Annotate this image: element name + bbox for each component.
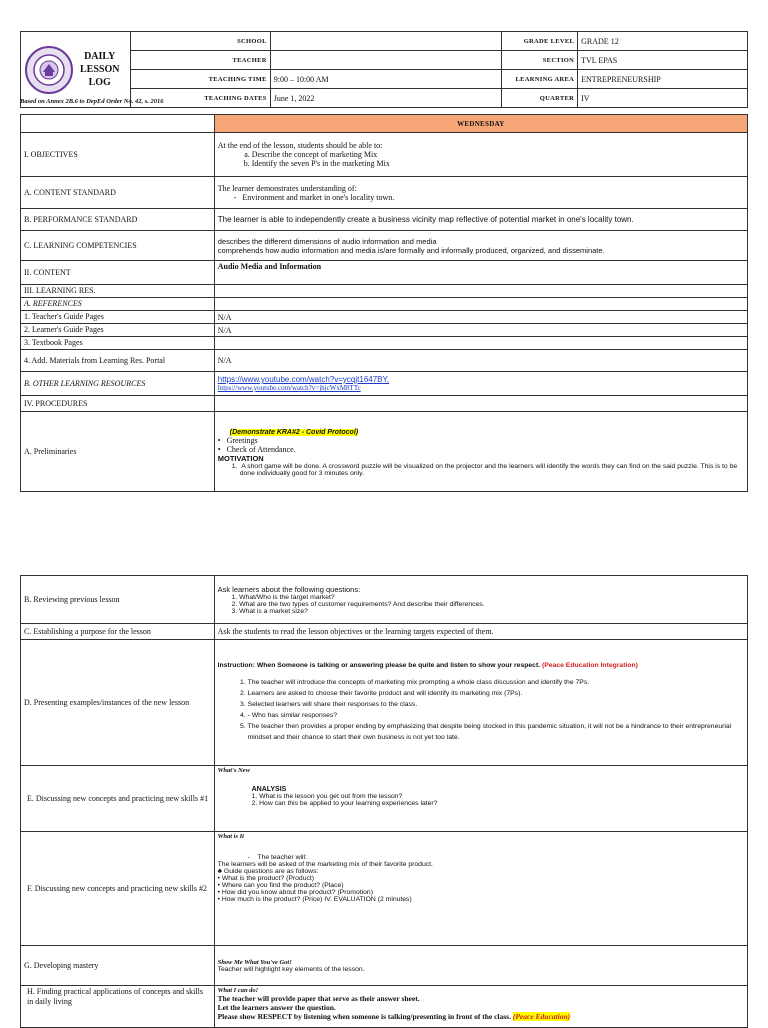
- motivation-text: A short game will be done. A crossword puzzle will be visualized on the projector and the learners will identify the words they can find on the said puzzle. This is to be done individually good for 3 minutes only.: [239, 462, 738, 477]
- objective-item: a. Describe the concept of marketing Mix: [252, 150, 744, 159]
- what-i-can-do-heading: What I can do!: [217, 987, 259, 994]
- lesson-table-2: [20, 575, 748, 1028]
- title-line-1: DAILY: [84, 51, 116, 62]
- review-item: 3. What is a market size?: [231, 607, 308, 615]
- school-field[interactable]: [270, 32, 502, 51]
- blank-header-cell: [21, 115, 215, 133]
- teaching-time-field[interactable]: 9:00 – 10:00 AM: [270, 70, 502, 89]
- motivation-label: MOTIVATION: [217, 453, 264, 463]
- objectives-cell: [214, 133, 747, 177]
- logo-cell: [21, 32, 131, 108]
- learning-area-field[interactable]: ENTREPRENEURSHIP: [578, 70, 748, 89]
- tg-pages-label: 1. Teacher's Guide Pages: [21, 311, 215, 324]
- content-standard-cell: The learner demonstrates understanding of: - Environment and market in one's locality town.: [214, 177, 747, 209]
- mastery-heading: Show Me What You've Got!: [217, 958, 292, 966]
- practical-line: The teacher will provide paper that serve as their answer sheet.: [217, 994, 420, 1003]
- discuss2-line: The learners will be asked of the marketing mix of their favorite product.: [217, 861, 433, 868]
- competency-line: describes the different dimensions of audio information and media: [217, 236, 437, 246]
- discussing-2-label: F. Discussing new concepts and practicing new skills #2: [21, 832, 215, 946]
- procedures-label: IV. PROCEDURES: [21, 396, 215, 412]
- practical-label: H. Finding practical applications of concepts and skills in daily living: [21, 986, 215, 1028]
- purpose-label: C. Establishing a purpose for the lesson: [21, 624, 215, 640]
- teacher-will-line: The teacher will:: [257, 854, 307, 861]
- presenting-cell: [214, 640, 747, 766]
- header-table: [20, 31, 748, 108]
- title-line-2: LESSON: [80, 64, 120, 75]
- objectives-label: I. OBJECTIVES: [21, 133, 215, 177]
- quarter-field[interactable]: IV: [578, 89, 748, 108]
- textbook-pages-value: [214, 337, 747, 350]
- presenting-item: 3. Selected learners will share their responses to the class.: [248, 699, 744, 710]
- reviewing-cell: [214, 576, 747, 624]
- practical-line: Please show RESPECT by listening when someone is talking/presenting in front of the class.: [217, 1012, 511, 1021]
- purpose-text: Ask the students to read the lesson objectives or the learning targets expected of them.: [214, 624, 747, 640]
- deped-seal-icon: [24, 45, 74, 95]
- competencies-cell: [214, 231, 747, 261]
- what-is-it-heading: What is It: [217, 833, 244, 840]
- performance-standard-label: B. PERFORMANCE STANDARD: [21, 209, 215, 231]
- teacher-field[interactable]: [270, 51, 502, 70]
- discussing-1-label: E. Discussing new concepts and practicing new skills #1: [21, 766, 215, 832]
- additional-materials-value: N/A: [214, 350, 747, 372]
- presenting-item: 2. Learners are asked to choose their favorite product and will identify its marketing mix (7Ps).: [248, 688, 744, 699]
- presenting-item: 1. The teacher will introduce the concepts of marketing mix prompting a whole class discussion and identify the 7Ps.: [248, 677, 744, 688]
- quarter-label: QUARTER: [502, 89, 578, 108]
- content-text: Audio Media and Information: [214, 261, 747, 285]
- content-standard-item: Environment and market in one's locality town.: [242, 192, 395, 202]
- discuss2-line: • How much is the product? (Price) IV. EVALUATION (2 minutes): [217, 896, 412, 903]
- mastery-label: G. Developing mastery: [21, 946, 215, 986]
- discuss2-line: • How did you know about the product? (Promotion): [217, 889, 373, 896]
- teaching-dates-field[interactable]: June 1, 2022: [270, 89, 502, 108]
- presenting-instruction: Instruction: When Someone is talking or answering please be quite and listen to show your respect.: [217, 662, 541, 669]
- resources-blank: [214, 285, 747, 298]
- section-label: SECTION: [502, 51, 578, 70]
- learning-area-label: LEARNING AREA: [502, 70, 578, 89]
- other-resources-cell: [214, 372, 747, 396]
- peace-education-tag-2: (Peace Education): [512, 1012, 571, 1021]
- other-resources-label: B. OTHER LEARNING RESOURCES: [21, 372, 215, 396]
- resource-link-2[interactable]: https://www.youtube.com/watch?v=jhjcWxM8TTc: [217, 384, 361, 392]
- analysis-item: 2. How can this be applied to your learning experiences later?: [251, 800, 438, 807]
- mastery-text: Teacher will highlight key elements of the lesson.: [217, 965, 365, 973]
- analysis-heading: ANALYSIS: [251, 786, 287, 793]
- school-label: SCHOOL: [130, 32, 270, 51]
- references-label: A. REFERENCES: [21, 298, 215, 311]
- resource-link-1[interactable]: https://www.youtube.com/watch?v=ycqjt1647BY,: [217, 375, 390, 384]
- day-header: WEDNESDAY: [214, 115, 747, 133]
- grade-level-field[interactable]: GRADE 12: [578, 32, 748, 51]
- review-item: 2. What are the two types of customer requirements? And describe their differences.: [231, 600, 485, 608]
- discuss2-line: ♣ Guide questions are as follows:: [217, 868, 319, 875]
- presenting-item: 4. - Who has similar responses?: [248, 710, 744, 721]
- analysis-item: 1. What is the lesson you get out from the lesson?: [251, 793, 403, 800]
- references-blank: [214, 298, 747, 311]
- discussing-1-cell: [214, 766, 747, 832]
- competencies-label: C. LEARNING COMPETENCIES: [21, 231, 215, 261]
- basis-note: Based on Annex 2B.6 to DepEd Order No. 42, s. 2016: [20, 98, 164, 105]
- discuss2-line: • Where can you find the product? (Place): [217, 882, 344, 889]
- mastery-cell: [214, 946, 747, 986]
- lesson-table-1: [20, 114, 748, 492]
- grade-level-label: GRADE LEVEL: [502, 32, 578, 51]
- procedures-blank: [214, 396, 747, 412]
- lg-pages-value: N/A: [214, 324, 747, 337]
- peace-education-tag: (Peace Education Integration): [542, 662, 638, 669]
- prelim-bullet: Check of Attendance.: [226, 444, 296, 454]
- content-standard-intro: The learner demonstrates understanding of:: [217, 183, 357, 193]
- content-standard-label: A. CONTENT STANDARD: [21, 177, 215, 209]
- teaching-dates-label: TEACHING DATES: [130, 89, 270, 108]
- textbook-pages-label: 3. Textbook Pages: [21, 337, 215, 350]
- discuss2-line: • What is the product? (Product): [217, 875, 315, 882]
- review-item: 1. What/Who is the target market?: [231, 593, 335, 601]
- objective-item: b. Identify the seven P's in the marketing Mix: [252, 159, 744, 168]
- section-field[interactable]: TVL EPAS: [578, 51, 748, 70]
- whats-new-heading: What's New: [217, 767, 250, 774]
- prelim-bullet: Greetings: [226, 435, 258, 445]
- practical-line: Let the learners answer the question.: [217, 1003, 336, 1012]
- competency-line: comprehends how audio information and media is/are formally and informally produced, organized, and disseminate.: [217, 245, 605, 255]
- content-label: II. CONTENT: [21, 261, 215, 285]
- kra-tag: (Demonstrate KRA#2 - Covid Protocol): [229, 428, 359, 436]
- objectives-intro: At the end of the lesson, students should be able to:: [217, 141, 383, 150]
- preliminaries-label: A. Preliminaries: [21, 412, 215, 492]
- presenting-item: 5. The teacher then provides a proper ending by emphasizing that despite being stocked in this pandemic situation, it will not be a hindrance to their entrepreneurial mindset and their chance to start their own business is not yet too late.: [248, 721, 744, 743]
- discussing-2-cell: What is It - The teacher will: The learners will be asked of the marketing mix of their favorite product. ♣ Guide questions are as follows: • What is the product? (Product) • Where can you find the product? (Place) • How did you know about the product? (Promotion) • How much is the product? (Price) IV. EVALUATION (2 minutes): [214, 832, 747, 946]
- teacher-label: TEACHER: [130, 51, 270, 70]
- review-intro: Ask learners about the following questions:: [217, 584, 361, 594]
- resources-label: III. LEARNING RES.: [21, 285, 215, 298]
- performance-standard-text: The learner is able to independently create a business vicinity map reflective of potential market in one's locality town.: [214, 209, 747, 231]
- reviewing-label: B. Reviewing previous lesson: [21, 576, 215, 624]
- practical-cell: [214, 986, 747, 1028]
- additional-materials-label: 4. Add. Materials from Learning Res. Portal: [21, 350, 215, 372]
- teaching-time-label: TEACHING TIME: [130, 70, 270, 89]
- title-line-3: LOG: [88, 77, 111, 88]
- tg-pages-value: N/A: [214, 311, 747, 324]
- lg-pages-label: 2. Learner's Guide Pages: [21, 324, 215, 337]
- presenting-label: D. Presenting examples/instances of the new lesson: [21, 640, 215, 766]
- preliminaries-cell: (Demonstrate KRA#2 - Covid Protocol) • Greetings • Check of Attendance. MOTIVATION 1. A short game will be done. A crossword puzzle will be visualized on the projector and the learners will identify the words they can find on the said puzzle. This is to be done individually good for 3 minutes only.: [214, 412, 747, 492]
